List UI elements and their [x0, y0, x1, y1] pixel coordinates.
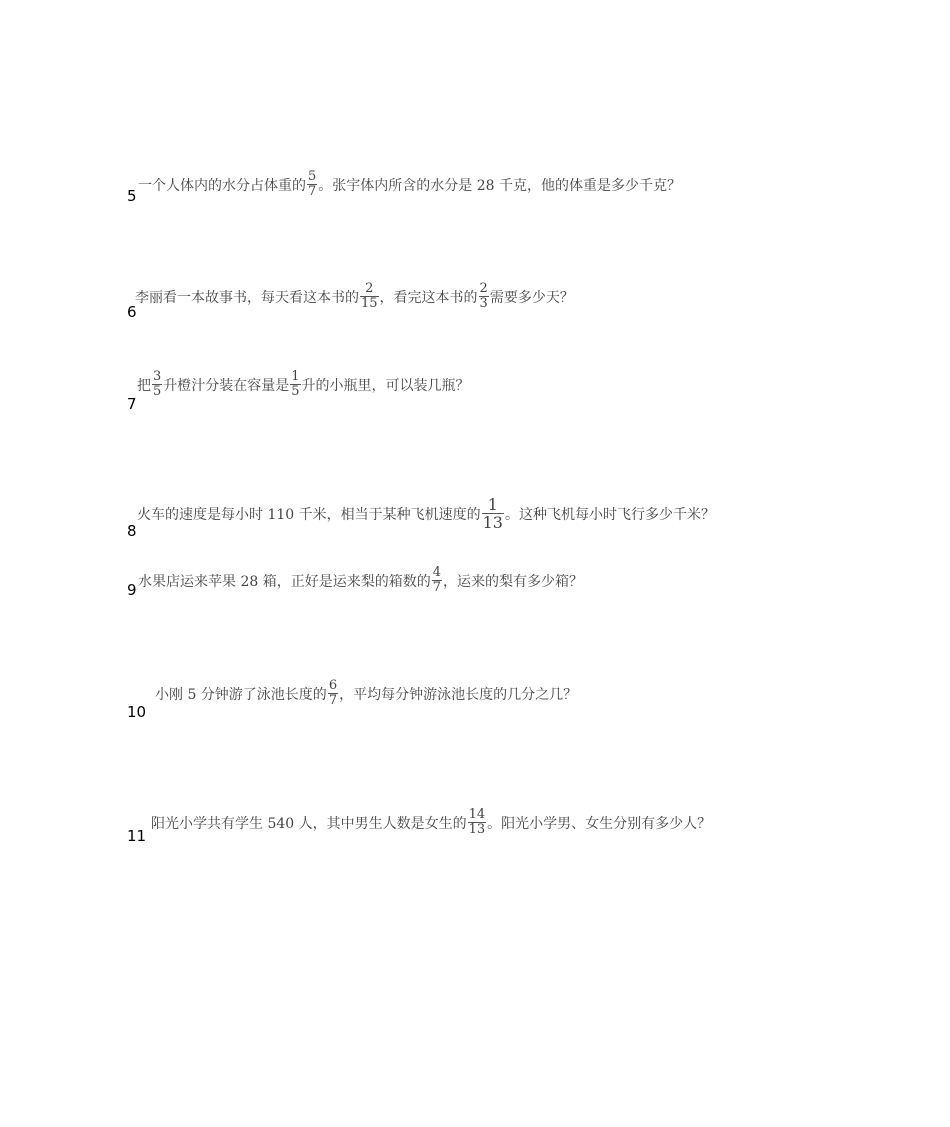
question-5-text [138, 170, 681, 199]
fraction-denominator: 5 [153, 384, 162, 399]
fraction-numerator: 1 [487, 495, 498, 514]
question-11-text [151, 808, 711, 837]
question-number-10: 10 [127, 703, 147, 721]
question-text-run: 小刚 5 分钟游了泳池长度的 [155, 686, 327, 703]
fraction-denominator: 13 [482, 513, 503, 532]
question-text-run: 水果店运来苹果 28 箱，正好是运来梨的箱数的 [138, 573, 431, 590]
question-text-run: 。阳光小学男、女生分别有多少人？ [487, 815, 712, 832]
fraction-denominator: 5 [291, 384, 300, 399]
question-text-run: ，看完这本书的 [379, 289, 478, 306]
question-9-text [138, 566, 583, 595]
fraction-numerator: 2 [479, 281, 488, 296]
fraction [328, 679, 338, 708]
fraction [432, 566, 442, 595]
fraction [360, 282, 379, 311]
question-text-run: 需要多少天？ [489, 289, 574, 306]
question-number-11: 11 [127, 827, 147, 845]
question-number-7: 7 [127, 395, 137, 413]
fraction [152, 370, 162, 399]
fraction-denominator: 15 [361, 296, 378, 311]
fraction-denominator: 13 [468, 822, 486, 837]
fraction-numerator: 2 [365, 281, 374, 296]
question-number-5: 5 [127, 187, 137, 205]
fraction-numerator: 6 [328, 678, 338, 693]
fraction-denominator: 3 [479, 296, 488, 311]
question-text-run: 阳光小学共有学生 540 人，其中男生人数是女生的 [151, 815, 467, 832]
question-number-9: 9 [127, 581, 137, 599]
fraction-denominator: 7 [432, 580, 441, 595]
fraction-denominator: 7 [308, 184, 317, 199]
question-text-run: 。张宇体内所含的水分是 28 千克，他的体重是多少千克？ [318, 177, 681, 194]
question-text-run: 火车的速度是每小时 110 千米，相当于某种飞机速度的 [137, 506, 481, 523]
question-text-run: 。这种飞机每小时飞行多少千米？ [504, 506, 715, 523]
fraction [479, 282, 489, 311]
question-text-run: 升的小瓶里，可以装几瓶？ [301, 377, 470, 394]
question-number-8: 8 [127, 522, 137, 540]
question-number-6: 6 [127, 303, 137, 321]
question-text-run: 李丽看一本故事书，每天看这本书的 [135, 289, 359, 306]
fraction-numerator: 5 [308, 169, 317, 184]
fraction-denominator: 7 [328, 693, 338, 708]
question-8-text [137, 496, 715, 531]
fraction-numerator: 3 [153, 369, 162, 384]
question-text-run: ，平均每分钟游泳池长度的几分之几？ [339, 686, 578, 703]
fraction-numerator: 1 [291, 369, 300, 384]
question-text-run: 把 [137, 377, 151, 394]
question-text-run: 一个人体内的水分占体重的 [138, 177, 306, 194]
fraction [482, 496, 504, 531]
question-text-run: 升橙汁分装在容量是 [163, 377, 290, 394]
question-6-text [135, 282, 574, 311]
question-10-text [155, 679, 577, 708]
fraction [307, 170, 317, 199]
fraction-numerator: 14 [468, 807, 486, 822]
fraction [468, 808, 487, 837]
fraction [290, 370, 300, 399]
fraction-numerator: 4 [432, 565, 441, 580]
question-7-text [137, 370, 470, 399]
question-text-run: ，运来的梨有多少箱？ [443, 573, 583, 590]
